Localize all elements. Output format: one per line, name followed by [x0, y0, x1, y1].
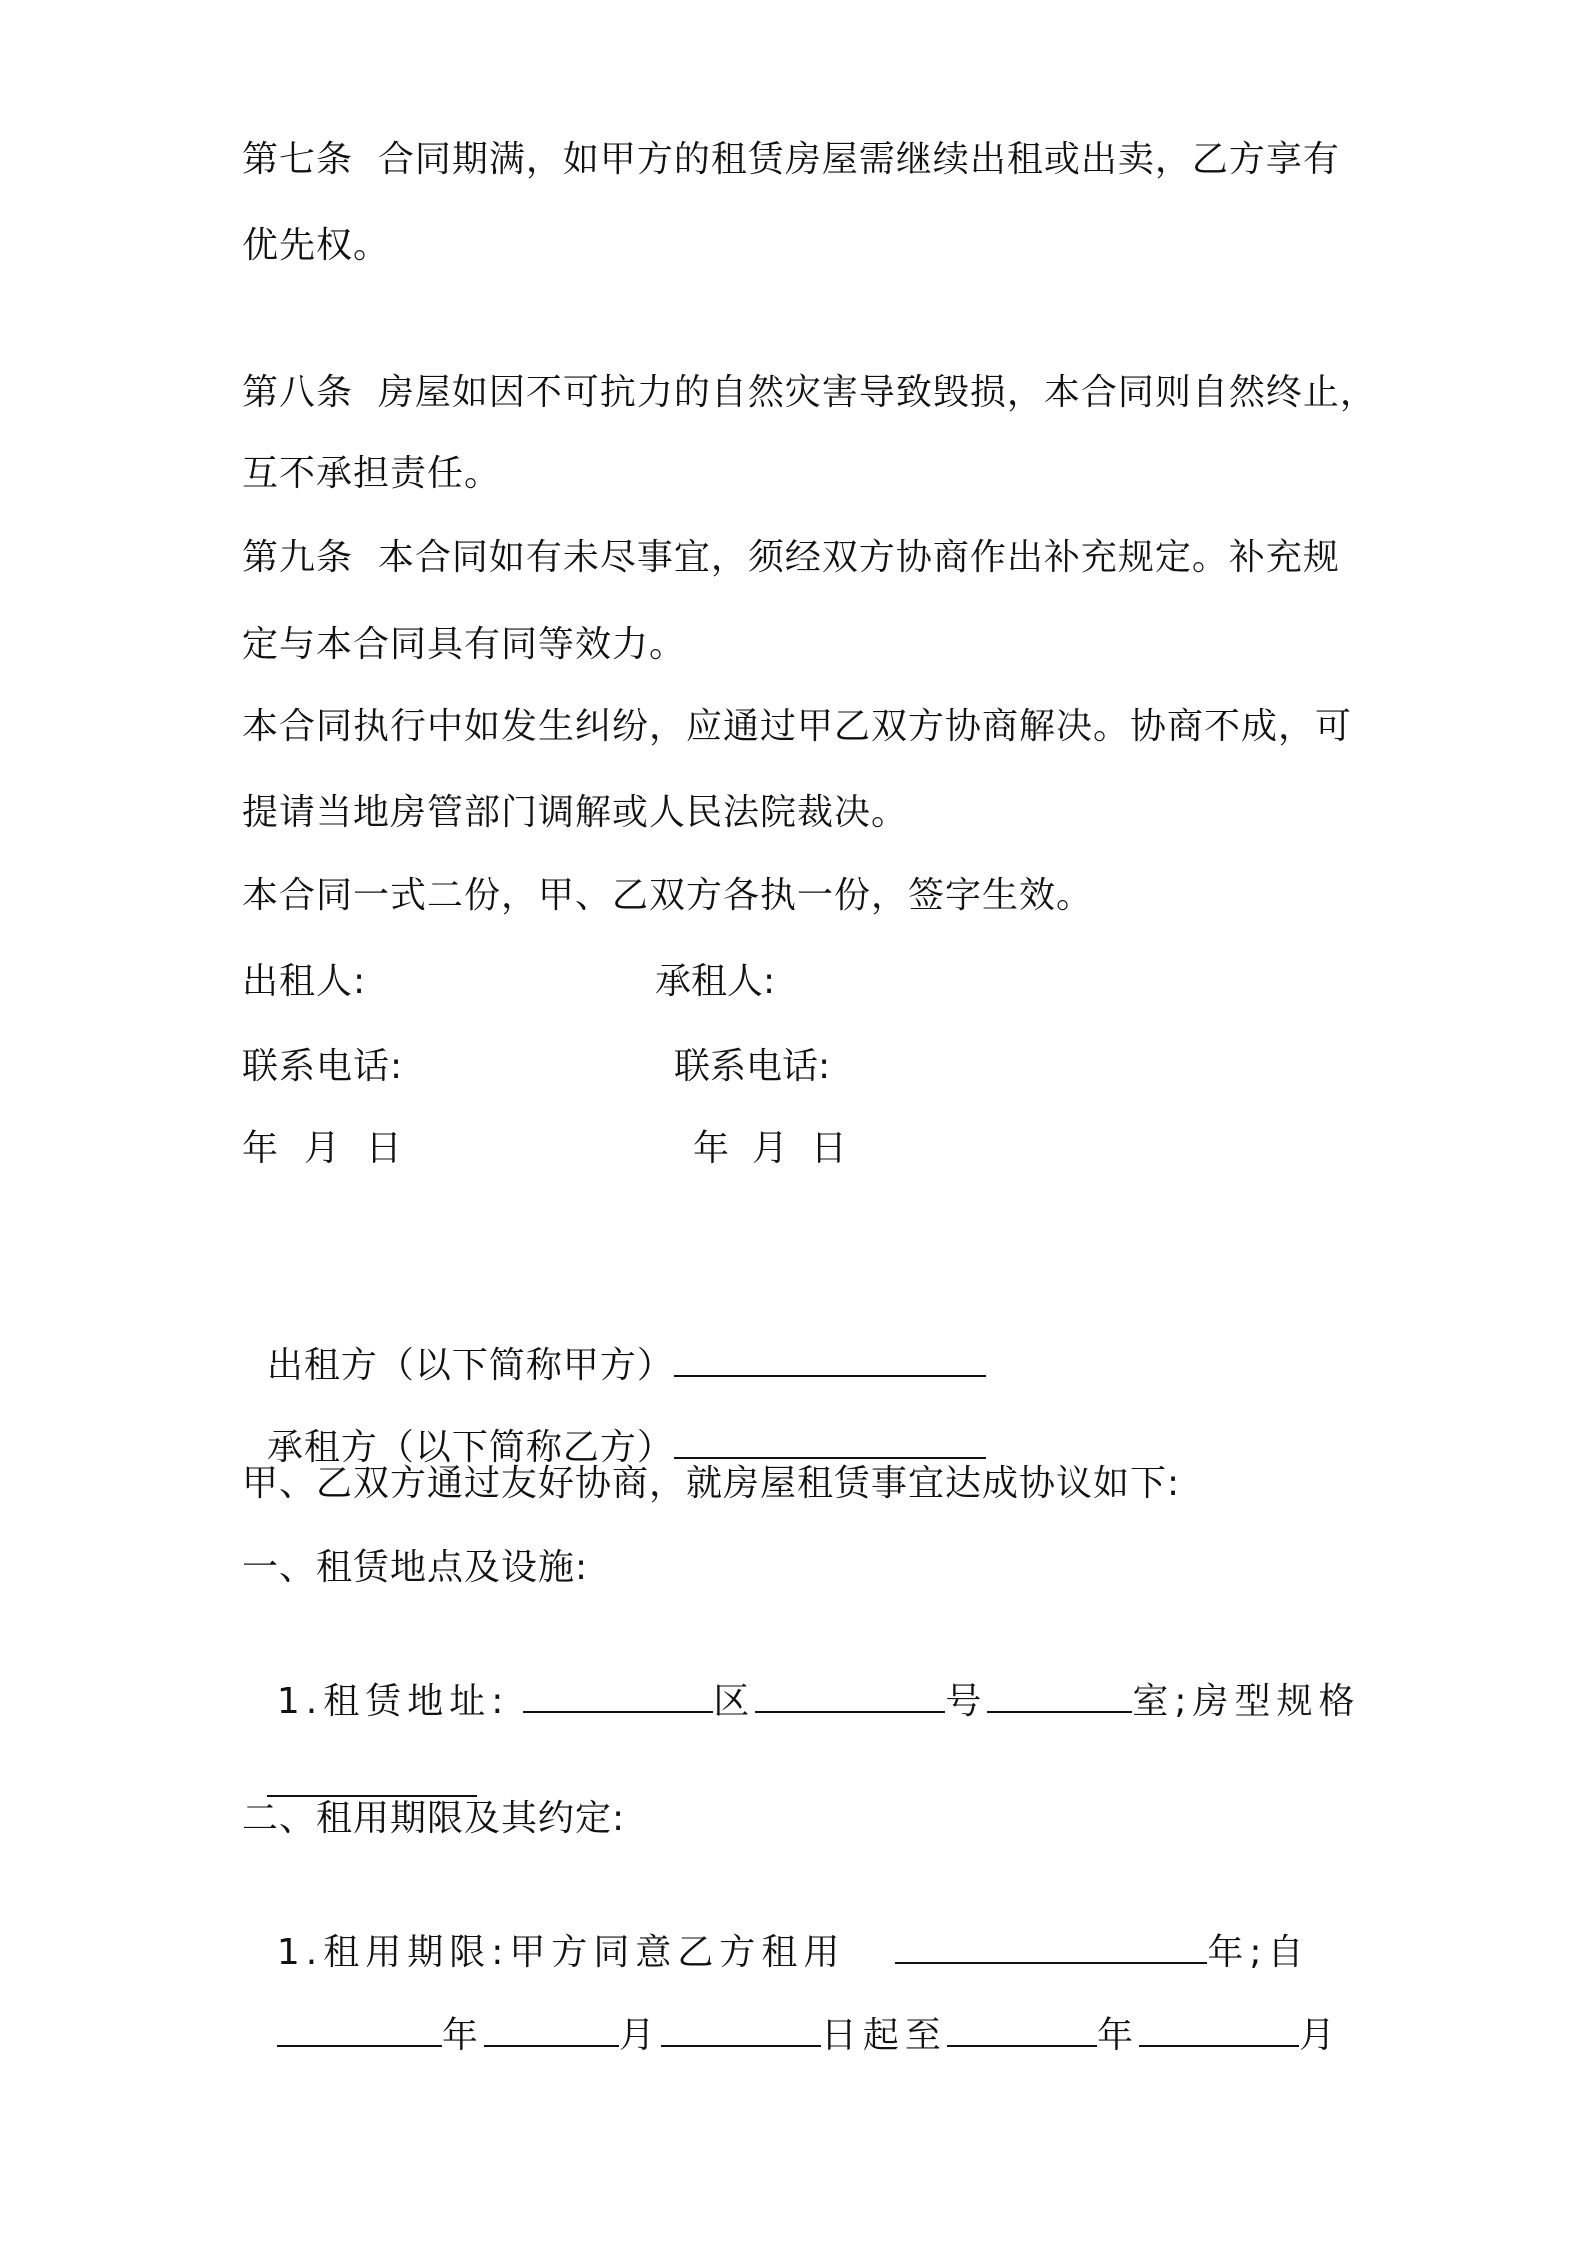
lessee-phone-label: 联系电话:: [674, 1046, 831, 1087]
article-9-line-2: 定与本合同具有同等效力。: [242, 624, 687, 665]
party-a-label: 出租方（以下简称甲方）: [266, 1345, 674, 1386]
lessor-date: 年 月 日: [242, 1128, 403, 1169]
address-blank-3[interactable]: [987, 1681, 1132, 1713]
party-b-row: [242, 1376, 986, 1472]
party-a-blank[interactable]: [674, 1345, 986, 1377]
lessee-signature-label: 承租人:: [655, 961, 776, 1002]
end-year-blank[interactable]: [947, 2015, 1097, 2047]
agreement-intro: 甲、乙双方通过友好协商，就房屋租赁事宜达成协议如下:: [242, 1463, 1181, 1504]
address-blank-1[interactable]: [523, 1681, 713, 1713]
section-2-title: 二、租用期限及其约定:: [242, 1798, 626, 1839]
term-row: [242, 1881, 1310, 1977]
start-day-blank[interactable]: [661, 2015, 821, 2047]
article-7-line-1: 第七条 合同期满，如甲方的租赁房屋需继续出租或出卖，乙方享有: [242, 139, 1340, 180]
section-1-title: 一、租赁地点及设施:: [242, 1547, 589, 1588]
end-year-label: 年: [1096, 2015, 1139, 2056]
address-blank-2[interactable]: [755, 1681, 945, 1713]
start-month-blank[interactable]: [484, 2015, 619, 2047]
number-label: 号: [945, 1681, 988, 1722]
room-type-blank[interactable]: [267, 1765, 477, 1797]
article-9-line-1: 第九条 本合同如有未尽事宜，须经双方协商作出补充规定。补充规: [242, 537, 1340, 578]
party-b-label: 承租方（以下简称乙方）: [266, 1427, 674, 1468]
address-label: 1.租赁地址:: [276, 1681, 510, 1722]
dispute-clause-line-2: 提请当地房管部门调解或人民法院裁决。: [242, 792, 909, 833]
lessor-signature-label: 出租人:: [242, 961, 367, 1002]
start-month-label: 月: [618, 2015, 661, 2056]
end-month-label: 月: [1298, 2015, 1341, 2056]
article-7-line-2: 优先权。: [242, 225, 391, 266]
party-b-blank[interactable]: [674, 1427, 986, 1459]
district-label: 区: [713, 1681, 756, 1722]
term-label: 1.租用期限:甲方同意乙方租用: [276, 1932, 846, 1973]
end-month-blank[interactable]: [1139, 2015, 1299, 2047]
article-8-line-1: 第八条 房屋如因不可抗力的自然灾害导致毁损，本合同则自然终止，: [242, 372, 1377, 413]
start-year-label: 年: [441, 2015, 484, 2056]
article-8-line-2: 互不承担责任。: [242, 453, 502, 494]
lessor-phone-label: 联系电话:: [242, 1046, 404, 1087]
term-year-from: 年;自: [1207, 1932, 1310, 1973]
start-year-blank[interactable]: [277, 2015, 442, 2047]
copies-clause: 本合同一式二份，甲、乙双方各执一份，签字生效。: [242, 875, 1094, 916]
lessee-date: 年 月 日: [693, 1128, 847, 1169]
start-day-to-label: 日起至: [820, 2015, 947, 2056]
date-range-row: [242, 1964, 1341, 2060]
term-years-blank[interactable]: [895, 1932, 1207, 1964]
dispute-clause-line-1: 本合同执行中如发生纠纷，应通过甲乙双方协商解决。协商不成，可: [242, 706, 1353, 747]
room-type-label: 室;房型规格: [1132, 1681, 1361, 1722]
address-row: [242, 1630, 1361, 1726]
